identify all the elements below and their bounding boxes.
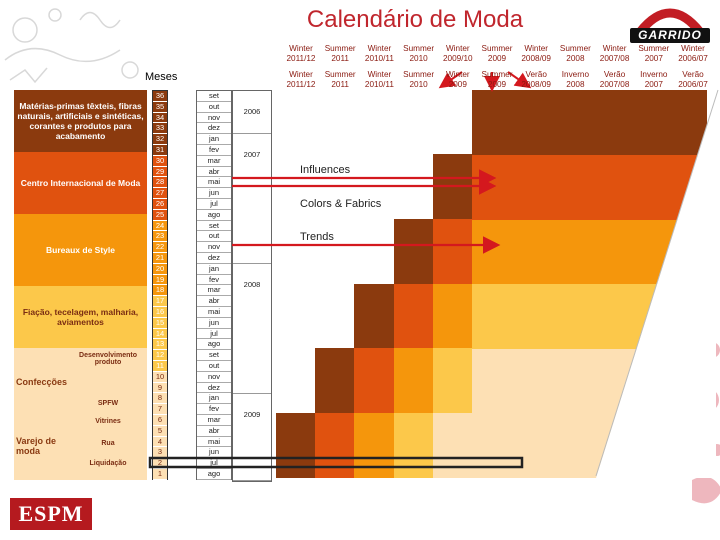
season-header-top: Summer 2008 [559,44,591,63]
month-name-cell: abr [197,167,231,178]
month-number-cell: 30 [153,156,167,167]
month-number-cell: 28 [153,177,167,188]
season-header-bottom: Summer 2010 [403,70,435,89]
year-box: 2006 [233,91,271,134]
month-number-cell: 21 [153,253,167,264]
month-number-cell: 23 [153,231,167,242]
month-number-cell: 11 [153,361,167,372]
season-header-top: Summer 2007 [638,44,670,63]
year-box: 2009 [233,394,271,481]
dev-produto-label: Desenvolvimento produto [79,352,137,366]
page-title: Calendário de Moda [306,6,524,33]
season-header-bottom: Winter 2011/12 [286,70,316,89]
influences-label: Influences [300,164,351,176]
month-number-cell: 2 [153,458,167,469]
season-header-top: Winter 2007/08 [599,44,630,63]
meses-label: Meses [145,71,178,83]
season-header-top: Summer 2009 [481,44,513,63]
month-number-cell: 12 [153,350,167,361]
season-header-bottom: Inverno 2008 [561,70,590,89]
month-name-cell: jul [197,458,231,469]
month-name-cell: jul [197,329,231,340]
garrido-wordmark: GARRIDO [630,28,710,43]
month-number-cell: 24 [153,221,167,232]
month-name-cell: abr [197,426,231,437]
month-name-cell: jun [197,447,231,458]
season-header-top: Winter 2011/12 [286,44,316,63]
season-header-top: Winter 2008/09 [521,44,551,63]
season-header-top: Winter 2006/07 [678,44,708,63]
season-header-bottom: Inverno 2007 [640,70,668,89]
stage-1: Centro Internacional de Moda [14,152,147,214]
month-name-cell: jul [197,199,231,210]
month-number-cell: 31 [153,145,167,156]
season-header-bottom: Verão 2008/09 [521,70,551,89]
month-name-cell: mar [197,415,231,426]
spfw-label: SPFW [97,400,119,407]
month-number-cell: 20 [153,264,167,275]
month-name-cell: ago [197,469,231,480]
liquidacao-label: Liquidação [89,460,127,467]
month-number-cell: 19 [153,275,167,286]
month-name-cell: mar [197,285,231,296]
month-number-cell: 13 [153,339,167,350]
month-number-cell: 22 [153,242,167,253]
month-number-cell: 36 [153,91,167,102]
month-number-cell: 27 [153,188,167,199]
vitrines-label: Vitrines [95,418,121,425]
month-name-cell: mai [197,307,231,318]
month-name-cell: dez [197,253,231,264]
month-number-cell: 7 [153,404,167,415]
month-name-cell: ago [197,210,231,221]
month-name-cell: dez [197,123,231,134]
month-name-cell: jan [197,393,231,404]
month-name-cell: out [197,231,231,242]
season-header-bottom: Summer 2009 [481,70,513,89]
month-number-cell: 6 [153,415,167,426]
month-name-cell: set [197,350,231,361]
month-number-cell: 5 [153,426,167,437]
month-number-cell: 1 [153,469,167,480]
month-name-cell: jan [197,134,231,145]
season-header-top: Summer 2011 [324,44,356,63]
month-name-cell: mar [197,156,231,167]
season-header-bottom: Winter 2009 [445,70,470,89]
month-name-cell: fev [197,404,231,415]
month-number-cell: 25 [153,210,167,221]
month-number-cell: 18 [153,285,167,296]
confeccoes-label: Confecções [16,377,68,387]
month-name-cell: jan [197,264,231,275]
month-name-cell: jun [197,188,231,199]
season-header-top: Summer 2010 [403,44,435,63]
month-number-cell: 15 [153,318,167,329]
espm-logo: ESPM [10,498,92,530]
colors-fabrics-label: Colors & Fabrics [300,198,382,210]
stage-2: Bureaux de Style [14,214,147,286]
month-name-cell: mai [197,437,231,448]
month-number-cell: 14 [153,329,167,340]
month-number-cell: 4 [153,437,167,448]
month-name-cell: out [197,361,231,372]
month-name-cell: set [197,221,231,232]
month-name-cell: jun [197,318,231,329]
month-number-cell: 8 [153,393,167,404]
month-number-cell: 29 [153,167,167,178]
diagonal-edge-line [596,90,718,476]
year-box: 2007 [233,134,271,264]
month-number-cell: 10 [153,372,167,383]
rua-label: Rua [101,440,115,447]
month-number-cell: 34 [153,113,167,124]
month-number-cell: 3 [153,447,167,458]
month-number-cell: 33 [153,123,167,134]
month-name-cell: nov [197,372,231,383]
month-name-cell: abr [197,296,231,307]
month-number-cell: 9 [153,383,167,394]
month-number-cell: 16 [153,307,167,318]
month-name-cell: mai [197,177,231,188]
trends-label: Trends [300,231,334,243]
month-name-cell: dez [197,383,231,394]
stage-0: Matérias-primas têxteis, fibras naturais, artificiais e sintéticas, corantes e produtos para acabamento [14,90,147,152]
month-name-cell: out [197,102,231,113]
month-name-cell: nov [197,113,231,124]
stage-3: Fiação, tecelagem, malharia, aviamentos [14,286,147,348]
season-header-top: Winter 2010/11 [364,44,394,63]
month-name-cell: fev [197,275,231,286]
year-box: 2008 [233,264,271,394]
month-number-cell: 32 [153,134,167,145]
month-name-cell: set [197,91,231,102]
month-number-cell: 26 [153,199,167,210]
month-name-cell: ago [197,339,231,350]
month-number-cell: 17 [153,296,167,307]
month-number-cell: 35 [153,102,167,113]
month-name-cell: fev [197,145,231,156]
season-header-top: Winter 2009/10 [442,44,473,63]
month-name-cell: nov [197,242,231,253]
season-header-bottom: Verão 2006/07 [678,70,708,89]
current-month-highlight [150,458,522,467]
varejo-label: Varejo de moda [16,436,57,456]
season-header-bottom: Verão 2007/08 [599,70,630,89]
season-header-bottom: Summer 2011 [324,70,356,89]
season-header-bottom: Winter 2010/11 [364,70,394,89]
